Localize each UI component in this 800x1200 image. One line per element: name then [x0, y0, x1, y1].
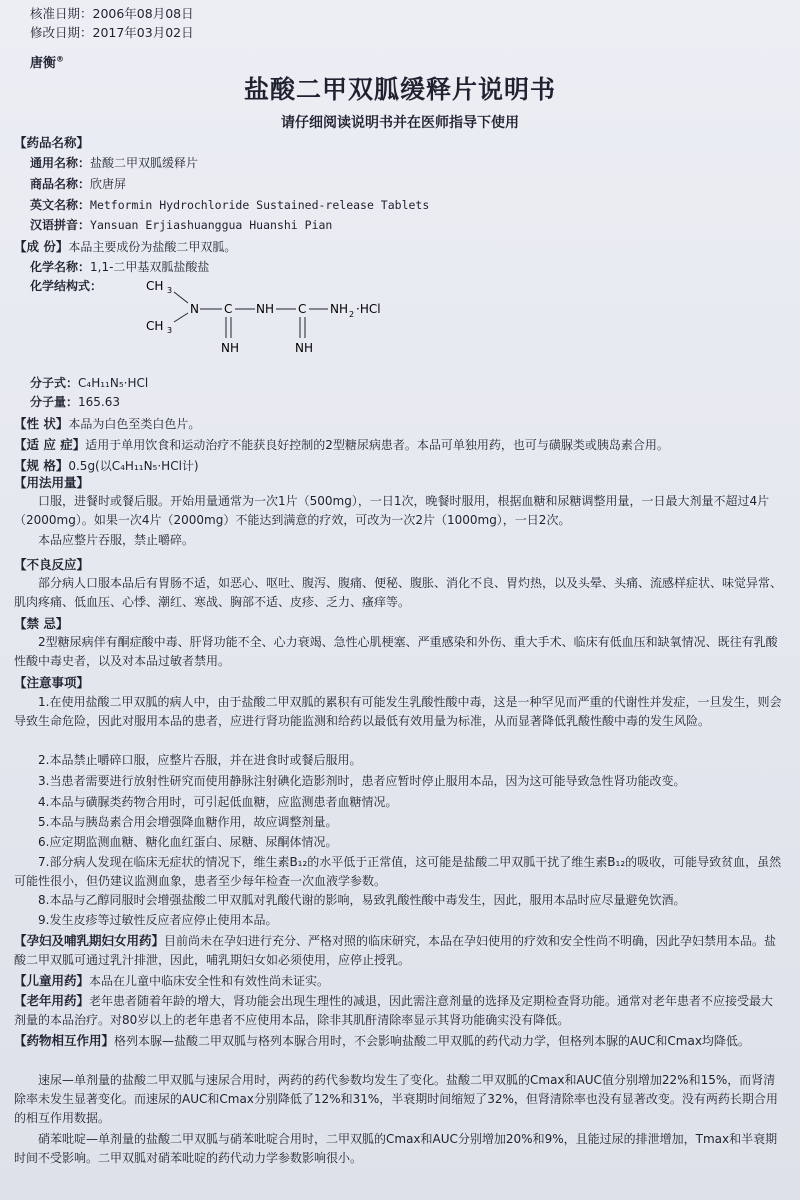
trade-name-row: 商品名称：欣唐屏: [30, 177, 127, 191]
section-adverse-header: 【不良反应】: [14, 557, 90, 572]
english-name: Metformin Hydrochloride Sustained-release Tablets: [90, 198, 430, 212]
molecular-formula: C₄H₁₁N₅·HCl: [78, 376, 149, 390]
elderly-text: 老年患者随着年龄的增大，肾功能会出现生理性的减退，因此需注意剂量的选择及定期检查肾功能。通常对老年患者不应接受最大剂量的本品治疗。对80岁以上的老年患者不应使用本品，除非其肌酐清除率显示其肾功能确实没有降低。: [14, 994, 774, 1027]
document-title: 盐酸二甲双胍缓释片说明书: [243, 75, 556, 104]
interactions-text-glyburide: 格列本脲—盐酸二甲双胍与格列本脲合用时，不会影响盐酸二甲双胍的药代动力学，但格列本脲的AUC和Cmax均降低。: [114, 1034, 750, 1048]
composition-text: 本品主要成份为盐酸二甲双胍。: [68, 240, 237, 254]
methyl-bottom-label: CH: [146, 319, 164, 333]
precaution-item: 6.应定期监测血糖、糖化血红蛋白、尿糖、尿酮体情况。: [38, 835, 338, 849]
section-interactions-header: 【药物相互作用】: [14, 1033, 115, 1048]
interactions-text-nifedipine: 硝苯吡啶—单剂量的盐酸二甲双胍与硝苯吡啶合用时，二甲双胍的Cmax和AUC分别增加20%和9%，且能过尿的排泄增加，Tmax和半衰期时间不受影响。二甲双胍对硝苯吡啶的药代动力学参数影响很小。: [14, 1132, 778, 1165]
registered-mark: ®: [56, 54, 65, 64]
pregnancy-text: 目前尚未在孕妇进行充分、严格对照的临床研究，本品在孕妇使用的疗效和安全性尚不明确，因此孕妇禁用本品。盐酸二甲双胍可通过乳汁排泄，因此，哺乳期妇女如必须使用，应停止授乳。: [14, 934, 777, 967]
formula-row: 分子式：C₄H₁₁N₅·HCl: [30, 376, 149, 390]
section-children-header: 【儿童用药】: [14, 973, 90, 988]
hcl-label: ·HCl: [356, 302, 381, 316]
imine-1-label: NH: [221, 341, 239, 355]
precaution-item: 1.在使用盐酸二甲双胍的病人中，由于盐酸二甲双胍的累积有可能发生乳酸性酸中毒，这是一种罕见而严重的代谢性并发症，一旦发生，则会导致生命危险，因此对服用本品的患者，应进行肾功能监测和给药以最低有效用量为标准，从而显著降低乳酸性酸中毒的发生风险。: [14, 695, 782, 728]
dosage-paragraph-1: 口服，进餐时或餐后服。开始用量通常为一次1片（500mg），一日1次，晚餐时服用，根据血糖和尿糖调整用量，一日最大剂量不超过4片（2000mg）。如果一次4片（2000mg）不能达到满意的疗效，可改为一次2片（1000mg），一日2次。: [14, 494, 770, 527]
specification-row: 【规 格】0.5g(以C₄H₁₁N₅·HCl计): [14, 458, 199, 473]
description-text: 本品为白色至类白色片。: [68, 417, 201, 431]
chemical-name-row: 化学名称：1,1-二甲基双胍盐酸盐: [30, 260, 210, 274]
section-dosage-header: 【用法用量】: [14, 475, 90, 490]
chemical-structure: [140, 278, 400, 360]
chemical-name: 1,1-二甲基双胍盐酸盐: [90, 260, 210, 274]
precaution-item: 9.发生皮疹等过敏性反应者应停止使用本品。: [38, 913, 278, 927]
precaution-item: 8.本品与乙醇同服时会增强盐酸二甲双胍对乳酸代谢的影响，易致乳酸性酸中毒发生，因此，服用本品时应尽量避免饮酒。: [38, 893, 686, 907]
brand-name: 唐衡®: [30, 54, 65, 71]
weight-row: 分子量：165.63: [30, 395, 121, 409]
elderly-section: [14, 991, 784, 1030]
bond-methyl-bottom: [174, 313, 188, 322]
bond-methyl-top: [174, 292, 188, 303]
children-text: 本品在儿童中临床安全性和有效性尚未证实。: [89, 974, 330, 988]
carbon-1-label: C: [224, 302, 233, 316]
dosage-paragraph-2: 本品应整片吞服，禁止嚼碎。: [38, 533, 195, 547]
trade-name: 欣唐屏: [90, 177, 127, 191]
description-row: 【性 状】本品为白色至类白色片。: [14, 416, 201, 431]
precaution-item: 4.本品与磺脲类药物合用时，可引起低血糖，应监测患者血糖情况。: [38, 795, 398, 809]
interactions-text-furosemide: 速尿—单剂量的盐酸二甲双胍与速尿合用时，两药的药代参数均发生了变化。盐酸二甲双胍的Cmax和AUC值分别增加22%和15%，而肾清除率未发生显著变化。而速尿的AUC和Cmax分别降低了12%和31%，半衰期时间缩短了32%，但肾清除率也没有显著改变。没有两药长期合用的相互作用数据。: [14, 1073, 778, 1125]
indications-text: 适用于单用饮食和运动治疗不能获良好控制的2型糖尿病患者。本品可单独用药，也可与磺脲类或胰岛素合用。: [85, 438, 669, 452]
methyl-bottom-subscript: 3: [167, 326, 173, 335]
interactions-section: [14, 1031, 784, 1051]
precaution-item: 3.当患者需要进行放射性研究而使用静脉注射碘化造影剂时，患者应暂时停止服用本品，因为这可能导致急性肾功能改变。: [38, 774, 686, 788]
children-section: [14, 971, 784, 991]
molecular-weight: 165.63: [78, 395, 121, 409]
amino-subscript: 2: [349, 310, 355, 319]
section-contraindications-header: 【禁 忌】: [14, 616, 69, 631]
precaution-item: 5.本品与胰岛素合用会增强降血糖作用，故应调整剂量。: [38, 815, 338, 829]
pinyin-name: Yansuan Erjiashuanggua Huanshi Pian: [90, 218, 333, 232]
approval-date: 核准日期：2006年08月08日: [30, 6, 194, 21]
imine-2-label: NH: [295, 341, 313, 355]
precaution-item: 7.部分病人发现在临床无症状的情况下，维生素B₁₂的水平低于正常值，这可能是盐酸二甲双胍干扰了维生素B₁₂的吸收，可能导致贫血，虽然可能性很小，但仍建议监测血象，患者至少每年检查一次血液学参数。: [14, 855, 782, 888]
composition-row: 【成 份】本品主要成份为盐酸二甲双胍。: [14, 239, 237, 254]
adverse-text: 部分病人口服本品后有胃肠不适，如恶心、呕吐、腹泻、腹痛、便秘、腹胀、消化不良、胃灼热，以及头晕、头痛、流感样症状、味觉异常、肌肉疼痛、低血压、心悸、潮红、寒战、胸部不适、皮疹、乏力、瘙痒等。: [14, 576, 783, 609]
revision-date: 修改日期：2017年03月02日: [30, 25, 194, 40]
contraindications-text: 2型糖尿病伴有酮症酸中毒、肝肾功能不全、心力衰竭、急性心肌梗塞、严重感染和外伤、重大手术、临床有低血压和缺氧情况、既往有乳酸性酸中毒史者，以及对本品过敏者禁用。: [14, 635, 778, 668]
section-pregnancy-header: 【孕妇及哺乳期妇女用药】: [14, 933, 165, 948]
indications-row: 【适 应 症】适用于单用饮食和运动治疗不能获良好控制的2型糖尿病患者。本品可单独用药，也可与磺脲类或胰岛素合用。: [14, 437, 669, 452]
amino-nh2-label: NH: [330, 302, 348, 316]
section-drug-name-header: 【药品名称】: [14, 135, 90, 150]
generic-name-row: 通用名称：盐酸二甲双胍缓释片: [30, 156, 199, 170]
english-name-row: 英文名称：Metformin Hydrochloride Sustained-release Tablets: [30, 198, 430, 212]
imine-nh-label: NH: [256, 302, 274, 316]
pinyin-row: 汉语拼音：Yansuan Erjiashuanggua Huanshi Pian: [30, 218, 333, 232]
structure-label: 化学结构式：: [30, 279, 103, 293]
carbon-2-label: C: [298, 302, 307, 316]
methyl-top-label: CH: [146, 279, 164, 293]
amine-n-label: N: [190, 302, 199, 316]
methyl-top-subscript: 3: [167, 286, 173, 295]
section-precautions-header: 【注意事项】: [14, 675, 90, 690]
section-elderly-header: 【老年用药】: [14, 993, 90, 1008]
generic-name: 盐酸二甲双胍缓释片: [90, 156, 199, 170]
specification-text: 0.5g(以C₄H₁₁N₅·HCl计): [68, 459, 199, 473]
date-block: [30, 4, 194, 42]
document-subtitle: 请仔细阅读说明书并在医师指导下使用: [281, 115, 519, 131]
precaution-item: 2.本品禁止嚼碎口服，应整片吞服，并在进食时或餐后服用。: [38, 753, 362, 767]
pregnancy-section: [14, 931, 784, 970]
